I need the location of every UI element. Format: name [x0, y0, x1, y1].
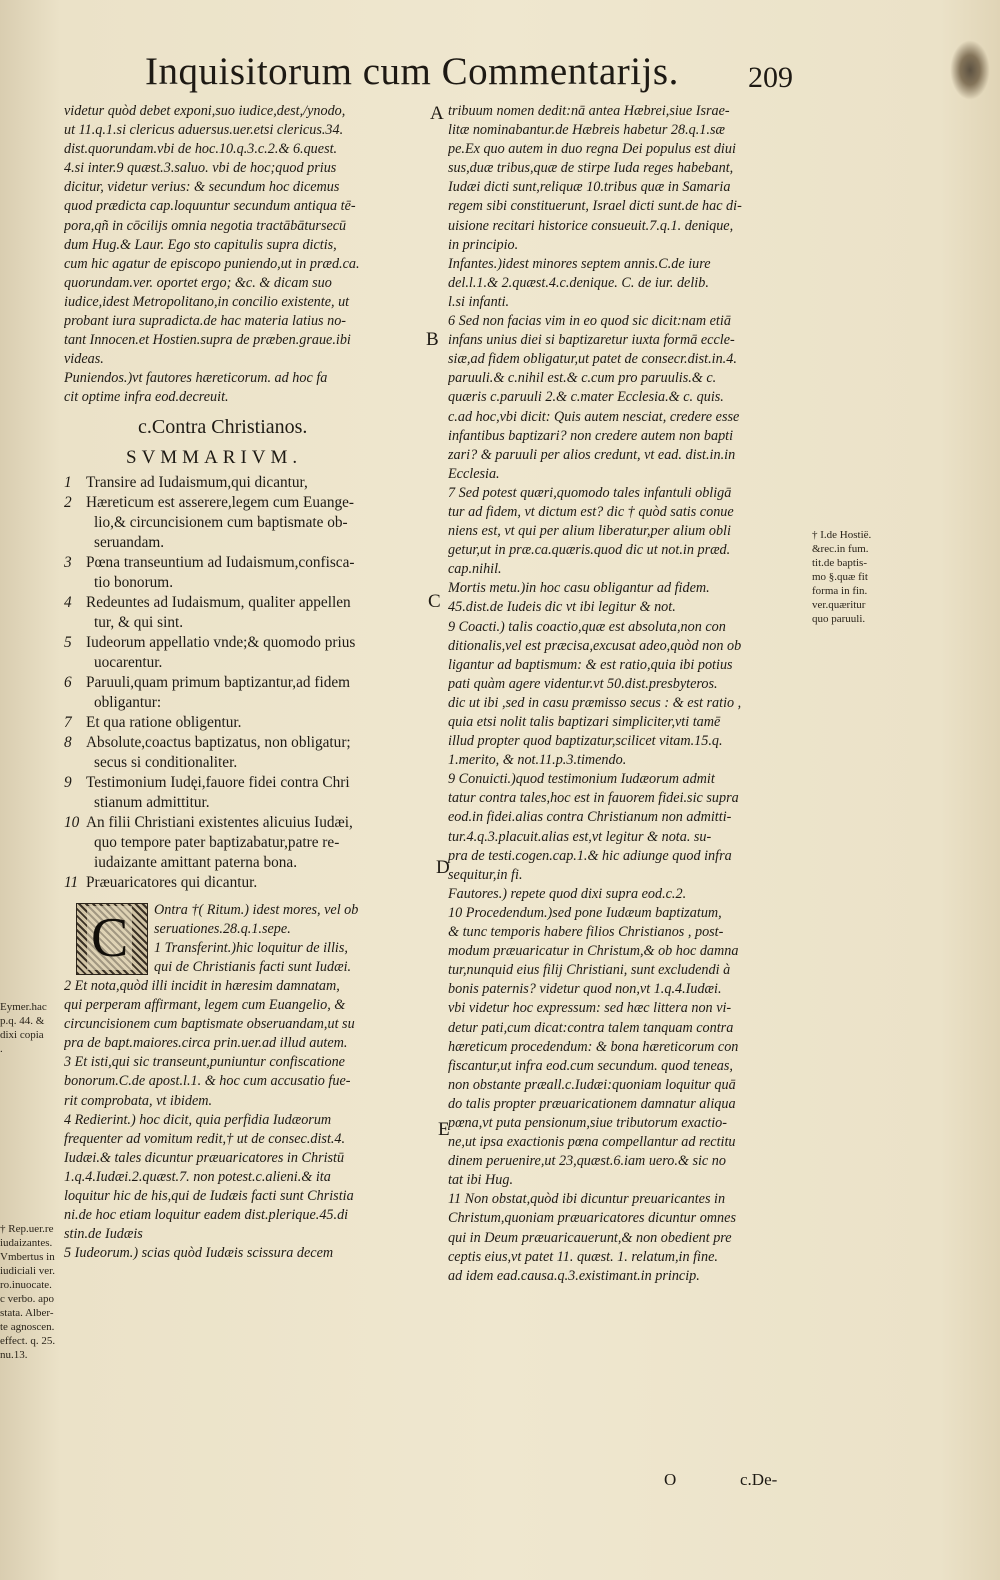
text-line: ditionalis,vel est præcisa,excusat adeo,quòd non ob	[448, 637, 742, 654]
margin-note-line: nu.13.	[0, 1349, 28, 1361]
text-line: cum hic agatur de episcopo puniendo,ut in præd.ca.	[64, 255, 360, 272]
text-line: illud propter quod baptizatur,scilicet vitam.15.q.	[448, 733, 723, 750]
text-line: uisione recitari historice consueuit.7.q.1. denique,	[448, 217, 734, 234]
text-line: 1.q.4.Iudæi.2.quæst.7. non potest.c.alieni.& ita	[64, 1168, 331, 1185]
text-line: cit optime infra eod.decreuit.	[64, 389, 229, 406]
text-line: Ecclesia.	[448, 465, 500, 482]
text-line: quorundam.ver. oportet ergo; &c. & dicam suo	[64, 274, 332, 291]
text-line: c.ad hoc,vbi dicit: Quis autem nesciat, credere esse	[448, 408, 740, 425]
text-line: 3 Et isti,qui sic transeunt,puniuntur confiscatione	[64, 1054, 345, 1071]
text-line: videas.	[64, 351, 104, 368]
text-line: ligantur ad baptismum: & est ratio,quia ibi potius	[448, 656, 733, 673]
summary-item-continuation: lio,& circuncisionem cum baptismate ob-	[94, 513, 348, 531]
text-line: quod prædicta cap.loquuntur secundum antiqua tē-	[64, 198, 356, 215]
text-line: Christum,quoniam præuaricatores dicuntur omnes	[448, 1210, 736, 1227]
text-line: ceptis eius,vt patet 11. quæst. 1. relatum,in fine.	[448, 1248, 718, 1265]
summary-item-number: 11	[64, 873, 79, 891]
summary-item-text: Paruuli,quam primum baptizantur,ad fidem	[86, 673, 351, 691]
text-line: qui de Christianis facti sunt Iudæi.	[154, 958, 352, 975]
text-line: regem sibi constituerunt, Israel dicti sunt.de hac di-	[448, 198, 742, 215]
summary-item	[64, 773, 434, 793]
text-line: pra de bapt.maiores.circa prin.uer.ad illud autem.	[64, 1035, 348, 1052]
summary-item-number: 5	[64, 633, 72, 651]
summary-item-continuation: tur, & qui sint.	[94, 613, 184, 631]
text-line: pora,qñ in cōcilijs omnia negotia tractābātursecū	[64, 217, 347, 234]
text-line: tur,nunquid eius filij Christiani, sunt excludendi à	[448, 962, 731, 979]
left-column	[64, 102, 434, 1263]
summary-item-text: Præuaricatores qui dicantur.	[86, 873, 258, 891]
summary-item-number: 6	[64, 673, 72, 691]
summary-item-number: 1	[64, 473, 72, 491]
text-line: bonis paternis? videtur quod non,vt 1.q.4.Iudæi.	[448, 981, 722, 998]
margin-note-right	[812, 528, 871, 626]
text-line: eod.in fidei.alias contra Christianum non admitti-	[448, 809, 732, 826]
text-line: 4.si inter.9 quæst.3.saluo. vbi de hoc;quod prius	[64, 160, 337, 177]
text-line: tat ibi Hug.	[448, 1172, 514, 1189]
summary-item-number: 3	[64, 553, 72, 571]
margin-note-line: mo §.quæ fit	[812, 571, 868, 583]
summary-item	[64, 633, 434, 653]
page-stain	[950, 40, 990, 100]
margin-letter-c: C	[428, 591, 441, 612]
summary-item-continuation: secus si conditionaliter.	[94, 753, 238, 771]
summary-item-number: 10	[64, 813, 80, 831]
summary-title: SVMMARIVM.	[126, 447, 303, 467]
margin-letter-b: B	[426, 329, 439, 350]
text-line: cap.nihil.	[448, 561, 502, 578]
summary-item	[64, 873, 434, 893]
text-line: dum Hug.& Laur. Ego sto capitulis supra dictis,	[64, 236, 337, 253]
margin-note-line: effect. q. 25.	[0, 1335, 56, 1347]
text-line: quia etsi nolit talis baptizari simpliciter,vti tamē	[448, 714, 721, 730]
text-line: l.si infanti.	[448, 293, 510, 310]
decree-opening-text	[154, 901, 358, 977]
text-line: siæ,ad fidem obligatur,ut patet de consecr.dist.in.4.	[448, 351, 737, 368]
margin-note-line: Eymer.hac	[0, 1001, 47, 1013]
margin-note-line: dixi copia	[0, 1029, 44, 1041]
text-line: getur,ut in præ.ca.quæris.quod dic ut not.in præd.	[448, 542, 731, 559]
margin-letter-a: A	[430, 103, 444, 124]
summary-item	[64, 713, 434, 733]
text-line: qui perperam affirmant, legem cum Euangelio, &	[64, 997, 346, 1014]
summary-item	[64, 593, 434, 613]
text-line: zari? & paruuli per alios credunt, vt ead. dist.in.in	[448, 446, 736, 463]
text-line: circuncisionem cum baptismate obseruandam,ut su	[64, 1016, 355, 1033]
text-line: do talis propter præuaricationem damnatur aliqua	[448, 1095, 736, 1112]
summary-item	[64, 493, 434, 513]
summary-item-continuation: uocarentur.	[94, 653, 163, 671]
summary-item-number: 2	[64, 493, 72, 511]
text-line: loquitur hic de his,qui de Iudæis facti sunt Christia	[64, 1188, 354, 1204]
text-line: tur ad fidem, vt dictum est? dic † quòd satis conue	[448, 503, 734, 520]
margin-letter-e: E	[438, 1119, 450, 1140]
text-line: ad idem ead.causa.q.3.existimant.in princip.	[448, 1267, 700, 1284]
text-line: videtur quòd debet exponi,suo iudice,dest,/ynodo,	[64, 103, 346, 119]
summary-item-number: 7	[64, 713, 72, 731]
text-line: ne,ut ipsa exactionis pœna compellantur ad rectitu	[448, 1134, 736, 1151]
summary-item-continuation: stianum admittitur.	[94, 793, 210, 811]
text-line: Infantes.)idest minores septem annis.C.de iure	[448, 255, 711, 272]
text-line: fiscantur,ut infra eod.cum secundum. quod teneas,	[448, 1057, 733, 1074]
summary-item-text: Testimonium Iudęi,fauore fidei contra Chri	[86, 773, 350, 791]
margin-note-line: iudaizantes.	[0, 1237, 53, 1249]
text-line: in principio.	[448, 236, 519, 253]
right-commentary	[448, 102, 808, 1286]
signature-mark: O	[664, 1470, 677, 1489]
folio-number: 209	[748, 61, 793, 94]
summary-item	[64, 733, 434, 753]
summary-item-text: Iudeorum appellatio vnde;& quomodo prius	[86, 633, 356, 651]
text-line: ni.de hoc etiam loquitur eadem dist.plerique.45.di	[64, 1207, 349, 1224]
text-line: 1 Transferint.)hic loquitur de illis,	[154, 939, 348, 956]
text-line: tribuum nomen dedit:nā antea Hæbrei,siue Israe-	[448, 103, 730, 119]
summary-item	[64, 813, 434, 833]
summary-item-continuation: obligantur:	[94, 693, 162, 711]
text-line: del.l.1.& 2.quæst.4.c.denique. C. de iur. delib.	[448, 274, 709, 291]
summary-item-number: 4	[64, 593, 72, 611]
text-line: pe.Ex quo autem in duo regna Dei populus est diui	[448, 141, 736, 158]
text-line: non obstante præall.c.Iudæi:quoniam loquitur quā	[448, 1076, 736, 1093]
text-line: modum præuaricatur in Christum,& ob hoc damna	[448, 943, 739, 960]
summary-item	[64, 473, 434, 493]
summary-list	[64, 473, 434, 893]
text-line: 4 Redierint.) hoc dicit, quia perfidia Iudæorum	[64, 1111, 332, 1128]
text-line: 7 Sed potest quæri,quomodo tales infantuli obligā	[448, 484, 732, 501]
summary-item-continuation: tio bonorum.	[94, 573, 174, 591]
text-line: ut 11.q.1.si clericus aduersus.uer.etsi clericus.34.	[64, 122, 344, 139]
text-line: pra de testi.cogen.cap.1.& hic adiunge quod infra	[448, 847, 732, 864]
text-line: 5 Iudeorum.) scias quòd Iudæis scissura decem	[64, 1245, 334, 1262]
text-line: tatur contra tales,hoc est in fauorem fidei.sic supra	[448, 790, 739, 807]
text-line: detur pati,cum dicat:contra talem tanquam contra	[448, 1019, 734, 1036]
summary-item-continuation: seruandam.	[94, 533, 165, 551]
text-line: seruationes.28.q.1.sepe.	[154, 920, 291, 937]
text-line: vbi videtur hoc expressum: sed hæc littera non vi-	[448, 1000, 732, 1017]
text-line: stin.de Iudæis	[64, 1226, 143, 1243]
summary-item-number: 8	[64, 733, 72, 751]
summary-item-number: 9	[64, 773, 72, 791]
text-line: 9 Coacti.) talis coactio,quæ est absoluta,non con	[448, 618, 726, 635]
drop-capital: C	[76, 903, 148, 975]
margin-note-line: quo paruuli.	[812, 613, 866, 625]
text-line: tur.4.q.3.placuit.alias est,vt legitur & nota. su-	[448, 828, 712, 845]
text-line: & tunc temporis habere filios Christianos , post-	[448, 924, 724, 941]
text-line: quæris c.paruuli 2.& c.mater Ecclesia.& c. quis.	[448, 389, 724, 406]
text-line: infans unius diei si baptizaretur iuxta formā eccle-	[448, 332, 735, 349]
text-line: Iudæi.& tales dicuntur præuaricatores in Christū	[64, 1149, 345, 1166]
summary-item-continuation: iudaizante amittant paterna bona.	[94, 853, 298, 871]
text-line: Ontra †( Ritum.) idest mores, vel ob	[154, 901, 359, 918]
text-line: iudice,idest Metropolitano,in concilio existente, ut	[64, 293, 350, 310]
summary-item	[64, 553, 434, 573]
summary-item-text: Hæreticum est asserere,legem cum Euange-	[86, 493, 355, 511]
summary-item-text: Transire ad Iudaismum,qui dicantur,	[86, 473, 308, 491]
text-line: hæreticum procedendum: & bona hæreticorum con	[448, 1038, 739, 1055]
text-line: rit comprobata, vt ibidem.	[64, 1092, 213, 1109]
running-title: Inquisitorum cum Commentarijs.	[145, 50, 679, 93]
text-line: paruuli.& c.nihil est.& c.cum pro paruulis.& c.	[448, 370, 717, 387]
margin-note-line: forma in fin.	[812, 585, 868, 597]
text-line: litæ nominabantur.de Hæbreis habetur 28.q.1.sæ	[448, 122, 725, 139]
text-line: dicitur, videtur verius: & secundum hoc dicemus	[64, 179, 340, 196]
margin-note-line: † I.de Hostië.	[812, 529, 872, 541]
text-line: dinem peruenire,ut 23,quæst.6.iam uero.& sic no	[448, 1153, 726, 1170]
summary-item-text: Et qua ratione obligentur.	[86, 713, 242, 731]
text-line: 9 Conuicti.)quod testimonium Iudæorum admit	[448, 771, 715, 788]
summary-item-text: Pœna transeuntium ad Iudaismum,confisca-	[86, 553, 355, 571]
text-line: Iudæi dicti sunt,reliquæ 10.tribus quæ in Samaria	[448, 179, 731, 196]
text-line: sequitur,in fi.	[448, 866, 523, 883]
margin-note-line: † Rep.uer.re	[0, 1223, 54, 1235]
decree-opening	[64, 901, 434, 977]
summary-item-text: An filii Christiani existentes alicuius Iudæi,	[86, 813, 353, 831]
left-commentary-top	[64, 102, 434, 408]
margin-note-line: &rec.in fum.	[812, 543, 869, 555]
summary-item-text: Redeuntes ad Iudaismum, qualiter appellen	[86, 593, 351, 611]
text-line: dist.quorundam.vbi de hoc.10.q.3.c.2.& 6.quest.	[64, 141, 338, 158]
margin-note-line: Vmbertus in	[0, 1251, 55, 1263]
margin-note-line: .	[0, 1043, 3, 1055]
margin-note-line: c verbo. apo	[0, 1293, 55, 1305]
margin-letter-d: D	[436, 857, 450, 878]
catchword: c.De-	[740, 1470, 778, 1489]
margin-note-line: ro.inuocate.	[0, 1279, 52, 1291]
margin-note-line: te agnoscen.	[0, 1321, 55, 1333]
text-line: qui in Deum præuaricauerunt,& non obedient pre	[448, 1229, 732, 1246]
left-commentary-body	[64, 977, 434, 1263]
margin-note-line: ver.quæritur	[812, 599, 866, 611]
text-line: 10 Procedendum.)sed pone Iudæum baptizatum,	[448, 904, 722, 921]
text-line: Puniendos.)vt fautores hæreticorum. ad hoc fa	[64, 370, 328, 387]
text-line: sus,duæ tribus,quæ de stirpe Iuda reges habebant,	[448, 160, 734, 177]
right-column	[448, 102, 808, 1286]
text-line: 2 Et nota,quòd illi incidit in hæresim damnatam,	[64, 977, 340, 994]
summary-item-continuation: quo tempore pater baptizabatur,patre re-	[94, 833, 340, 851]
text-line: bonorum.C.de apost.l.1. & hoc cum accusatio fue-	[64, 1073, 351, 1090]
text-line: frequenter ad vomitum redit,† ut de consec.dist.4.	[64, 1130, 346, 1147]
text-line: infantibus baptizari? non credere autem non bapti	[448, 427, 734, 444]
text-line: 6 Sed non facias vim in eo quod sic dicit:nam etiā	[448, 313, 731, 330]
text-line: dic ut ibi ,sed in casu præmisso secus : & est ratio ,	[448, 694, 742, 711]
margin-note-line: iudiciali ver.	[0, 1265, 55, 1277]
text-line: 11 Non obstat,quòd ibi dicuntur preuaricantes in	[448, 1191, 726, 1208]
margin-note-line: tit.de baptis-	[812, 557, 867, 569]
margin-note-left-middle	[0, 1000, 47, 1056]
text-line: 1.merito, & not.11.p.3.timendo.	[448, 752, 627, 769]
text-line: probant iura supradicta.de hac materia latius no-	[64, 313, 347, 330]
text-line: Mortis metu.)in hoc casu obligantur ad fidem.	[448, 580, 710, 597]
text-line: tant Innocen.et Hostien.supra de præben.graue.ibi	[64, 332, 351, 349]
text-line: Fautores.) repete quod dixi supra eod.c.2.	[448, 885, 687, 902]
margin-note-left-bottom	[0, 1222, 55, 1362]
text-line: 45.dist.de Iudeis dic vt ibi legitur & not.	[448, 599, 676, 616]
text-line: niens est, vt qui per alium liberatur,per alium obli	[448, 523, 731, 540]
text-line: pati quàm agere videntur.vt 50.dist.presbyteros.	[448, 675, 718, 692]
section-heading: c.Contra Christianos.	[138, 415, 308, 438]
margin-note-line: p.q. 44. &	[0, 1015, 45, 1027]
text-line: pœna,vt puta pensionum,siue tributorum exactio-	[448, 1114, 727, 1131]
summary-item-text: Absolute,coactus baptizatus, non obligatur;	[86, 733, 351, 751]
summary-item	[64, 673, 434, 693]
margin-note-line: stata. Alber-	[0, 1307, 54, 1319]
